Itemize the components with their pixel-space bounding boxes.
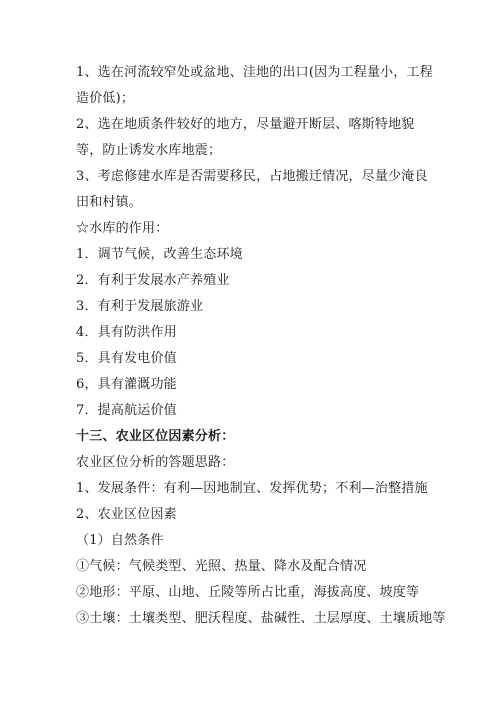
list-item: 2．有利于发展水产养殖业 — [76, 273, 230, 288]
list-item: 1．调节气候，改善生态环境 — [76, 247, 243, 262]
paragraph-dam-site-3: 3、考虑修建水库是否需要移民，占地搬迁情况，尽量少淹良田和村镇。 — [76, 169, 428, 210]
section-heading-agriculture: 十三、农业区位因素分析： — [76, 429, 235, 444]
list-item: 7．提高航运价值 — [76, 403, 177, 418]
paragraph-dam-site-2: 2、选在地质条件较好的地方，尽量避开断层、喀斯特地貌等，防止诱发水库地震； — [76, 117, 415, 158]
list-item: 4．具有防洪作用 — [76, 325, 177, 340]
paragraph-line: 2、农业区位因素 — [76, 507, 177, 522]
paragraph-line: ②地形：平原、山地、丘陵等所占比重，海拔高度、坡度等 — [76, 585, 420, 600]
paragraph-line: ③土壤：土壤类型、肥沃程度、盐碱性、土层厚度、土壤质地等 — [76, 611, 446, 626]
paragraph-line: （1）自然条件 — [76, 533, 164, 548]
paragraph-line: 1、发展条件：有利—因地制宜、发挥优势；不利—治整措施 — [76, 481, 428, 496]
list-item: 6，具有灌溉功能 — [76, 377, 177, 392]
section-reservoir-functions-title: ☆水库的作用： — [76, 221, 169, 236]
list-item: 5．具有发电价值 — [76, 351, 177, 366]
paragraph-line: ①气候：气候类型、光照、热量、降水及配合情况 — [76, 559, 367, 574]
paragraph-dam-site-1: 1、选在河流较窄处或盆地、洼地的出口(因为工程量小，工程造价低)； — [76, 65, 433, 106]
document-body — [76, 60, 446, 632]
paragraph-line: 农业区位分析的答题思路： — [76, 455, 235, 470]
list-item: 3．有利于发展旅游业 — [76, 299, 204, 314]
